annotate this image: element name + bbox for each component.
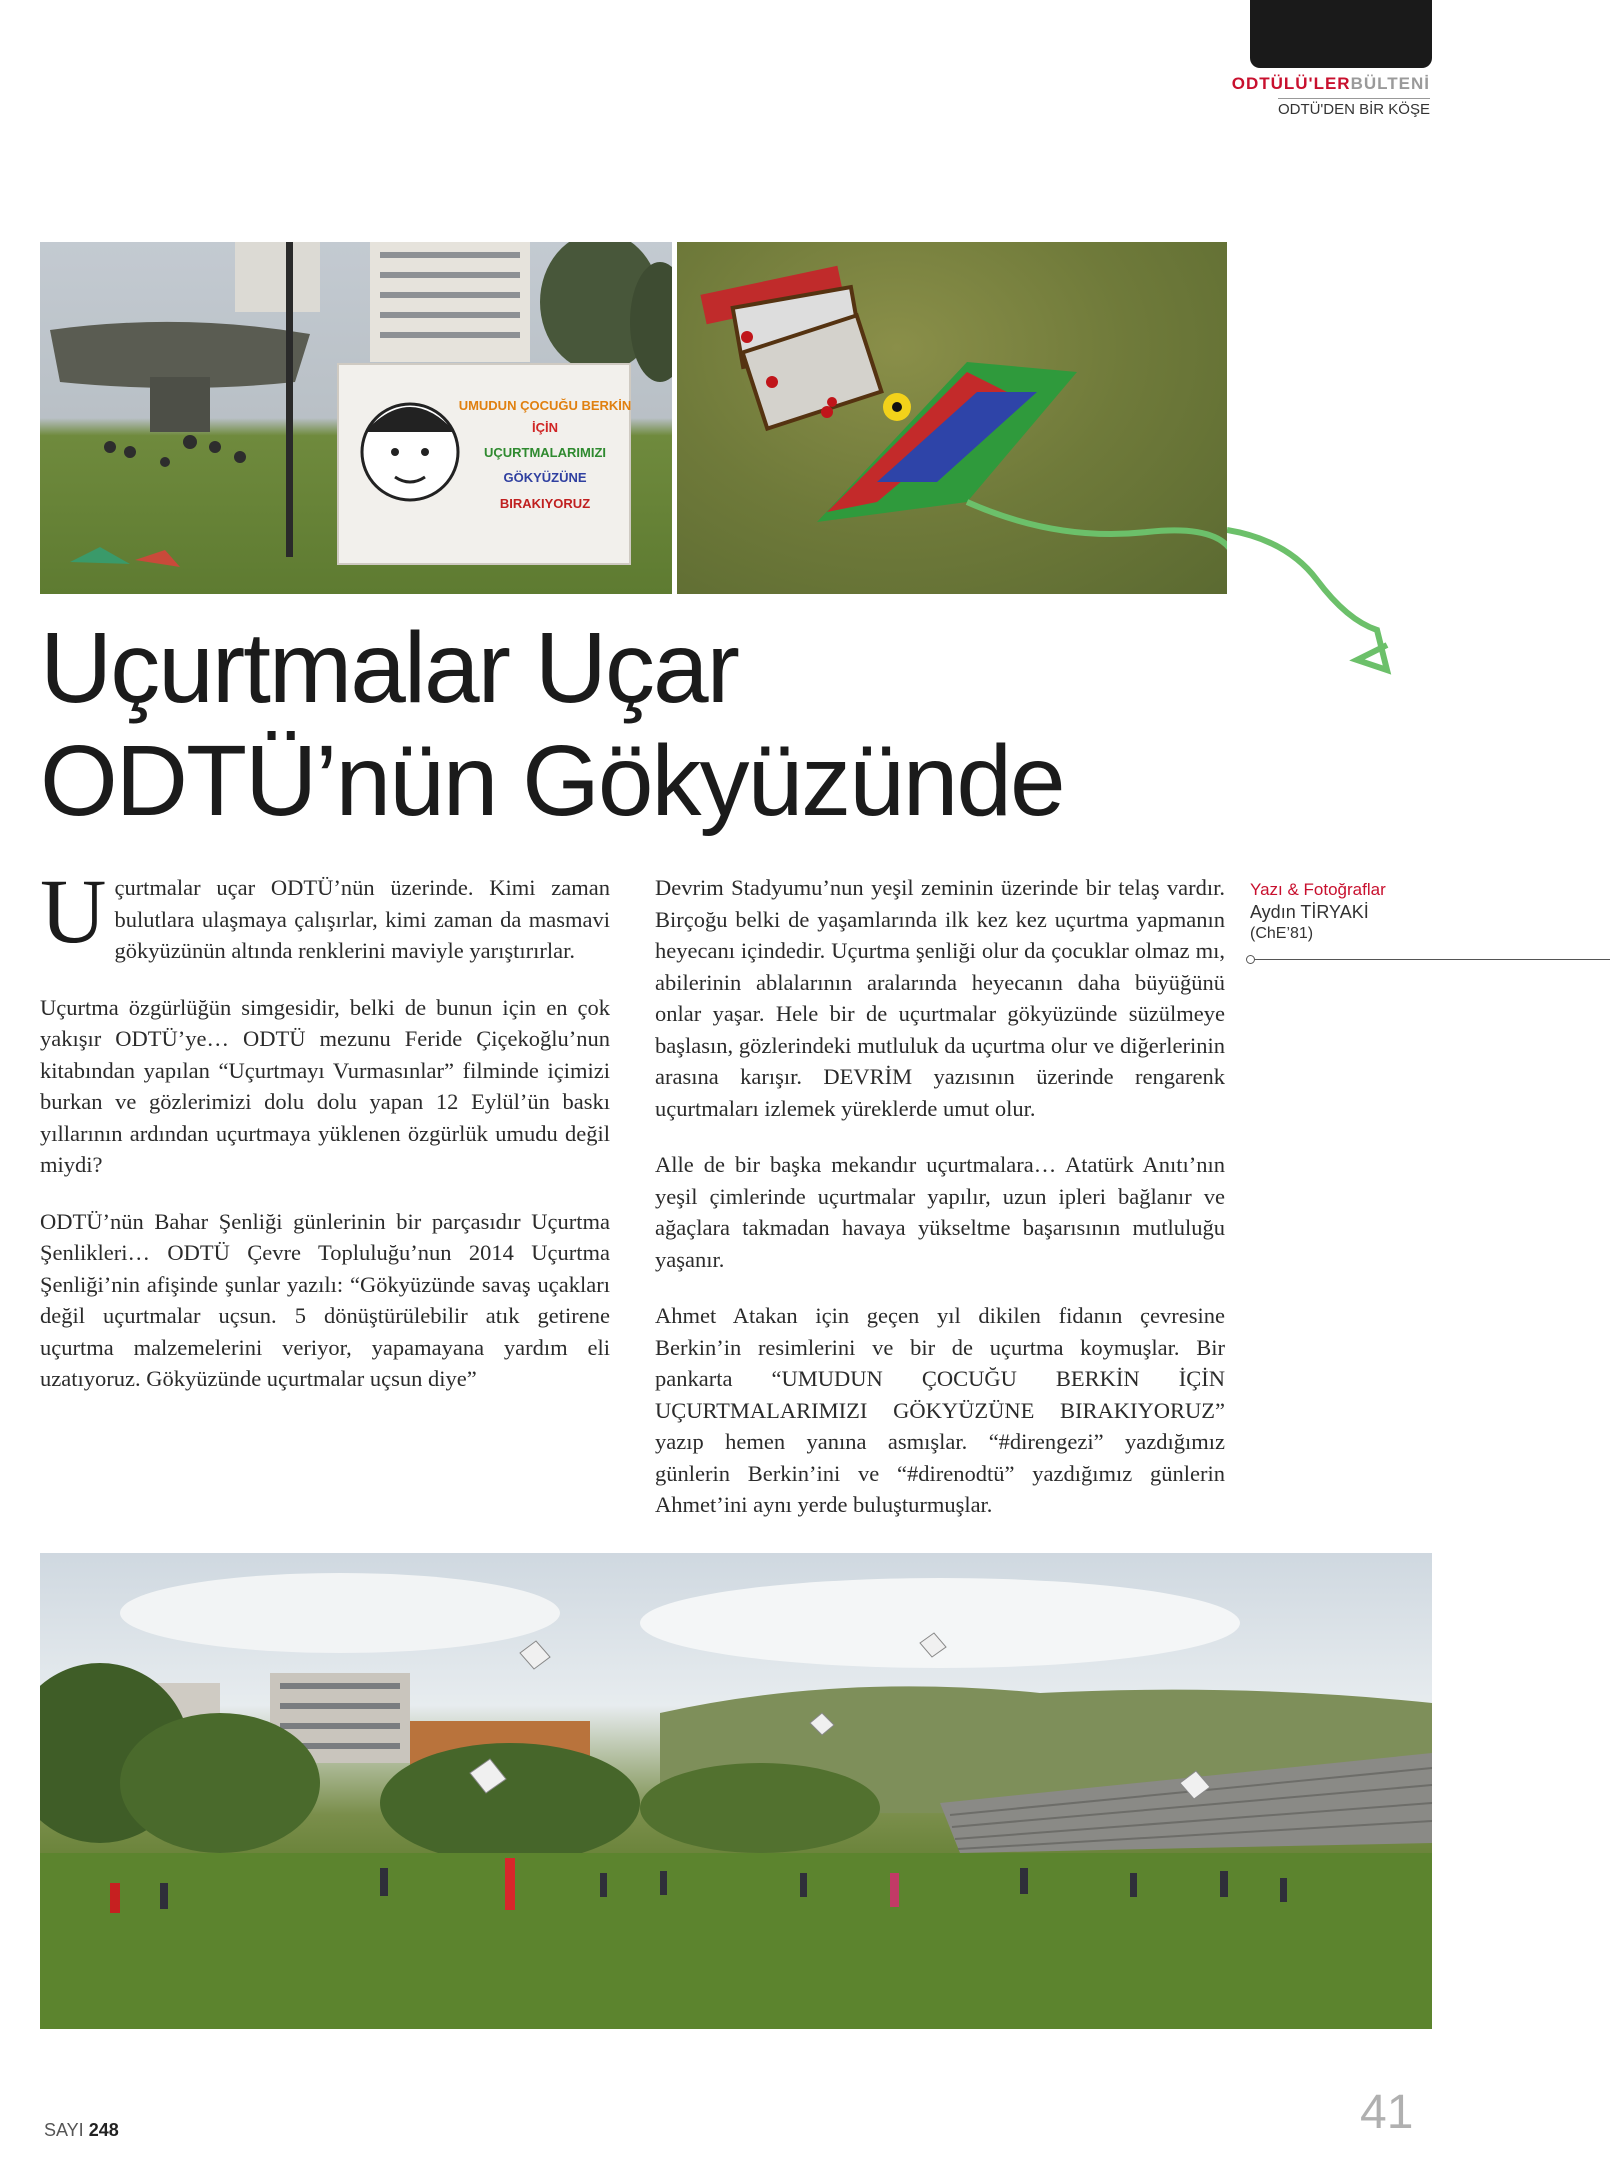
paragraph-5: Alle de bir başka mekandır uçurtmalara… Atatürk Anıtı’nın yeşil çimlerinde uçurtmalar yapılır, uzun ipleri bağlanır ve ağaçlara takmadan havaya yükseltme başarısının mutluluğu yaşanır. (655, 1152, 1225, 1272)
brand-part1: ODTÜLÜ'LER (1231, 74, 1351, 93)
banner-line3: UÇURTMALARIMIZI (483, 445, 607, 460)
photo-banner-illustration (40, 242, 672, 594)
banner-line2: İÇİN (532, 420, 558, 435)
photo-kite-on-grass (677, 242, 1227, 594)
title-line2: ODTÜ’nün Gökyüzünde (40, 725, 1064, 837)
paragraph-1 (40, 860, 610, 967)
author-label: Yazı & Fotoğraflar (1250, 880, 1386, 899)
issue-label (44, 2120, 119, 2141)
page-number: 41 (1360, 2086, 1414, 2139)
section-label: ODTÜ'DEN BİR KÖŞE (1278, 98, 1430, 118)
stadium-illustration (40, 1553, 1432, 2029)
brand-part2: BÜLTENİ (1350, 74, 1430, 93)
paragraph-3: ODTÜ’nün Bahar Şenliği günlerinin bir parçasıdır Uçurtma Şenlikleri… ODTÜ Çevre Topluluğu’nun 2014 Uçurtma Şenliği’nin afişinde şunlar yazılı: “Gökyüzünde savaş uçakları değil uçurtmalar uçsun. 5 dönüştürülebilir atık getirene uçurtma malzemelerini veriyor, yapamayana yardım eli uzatıyoruz. Gökyüzünde uçurtmalar uçsun diye” (40, 1208, 610, 1391)
kite-illustration (677, 242, 1227, 594)
paragraph-1-text: çurtmalar uçar ODTÜ’nün üzerinde. Kimi zaman bulutlara ulaşmaya çalışırlar, kimi zaman da masmavi gökyüzünün altında renklerini maviyle yarıştırırlar. (114, 875, 610, 963)
author-box (1250, 880, 1430, 943)
banner-line1: UMUDUN ÇOCUĞU BERKİN (458, 398, 632, 413)
author-degree: (ChE’81) (1250, 925, 1314, 942)
author-divider (1250, 959, 1610, 960)
article-column-2 (655, 872, 1225, 1546)
drop-cap: U (40, 860, 107, 962)
article-column-1 (40, 860, 610, 1420)
photo-stadium-kites (40, 1553, 1432, 2029)
photo-banner-scene (40, 242, 672, 594)
paragraph-4: Devrim Stadyumu’nun yeşil zeminin üzerinde bir telaş vardır. Birçoğu belki de yaşamlarında ilk kez kez uçurtma yapmanın heyecanı içindedir. Uçurtma şenliği olur da çocuklar olmaz mı, abilerinin ablalarının aralarında heyecanın daha büyüğünü onlar yaşar. Hele bir de uçurtmalar gökyüzünde süzülmeye başlasın, gözlerindeki mutluluk da uçurtma olur ve diğerlerinin arasına karışır. DEVRİM yazısının üzerinde rengarenk uçurtmaları izlemek yüreklerde umut olur. (655, 875, 1225, 1121)
author-divider-dot (1246, 955, 1255, 964)
banner-line4: GÖKYÜZÜNE (503, 470, 587, 485)
kite-tail-extension (1227, 520, 1397, 690)
article-title (40, 612, 1240, 838)
paragraph-2: Uçurtma özgürlüğün simgesidir, belki de bunun için en çok yakışır ODTÜ’ye… ODTÜ mezunu Feride Çiçekoğlu’nun kitabından yapılan “Uçurtmayı Vurmasınlar” filminde içimizi burkan ve gözlerimizi dolu dolu yapan 12 Eylül’ün baskı yıllarının ardından uçurtmaya yüklenen özgürlük umudu değil miydi? (40, 994, 610, 1177)
issue-text: SAYI (44, 2120, 84, 2140)
header-tab (1250, 0, 1432, 68)
issue-number: 248 (88, 2120, 119, 2140)
author-name: Aydın TİRYAKİ (1250, 902, 1369, 922)
paragraph-6: Ahmet Atakan için geçen yıl dikilen fidanın çevresine Berkin’in resimlerini ve bir de uçurtma koymuşlar. Bir pankarta “UMUDUN ÇOCUĞU BERKİN İÇİN UÇURTMALARIMIZI GÖKYÜZÜNE BIRAKIYORUZ” yazıp hemen yanına asmışlar. “#direngezi” yazdığımız günlerin Berkin’ini ve “#direnodtü” yazdığımız günlerin Ahmet’ini aynı yerde buluşturmuşlar. (655, 1303, 1225, 1517)
magazine-brand (1232, 74, 1430, 94)
banner-line5: BIRAKIYORUZ (499, 496, 591, 511)
title-line1: Uçurtmalar Uçar (40, 612, 738, 724)
